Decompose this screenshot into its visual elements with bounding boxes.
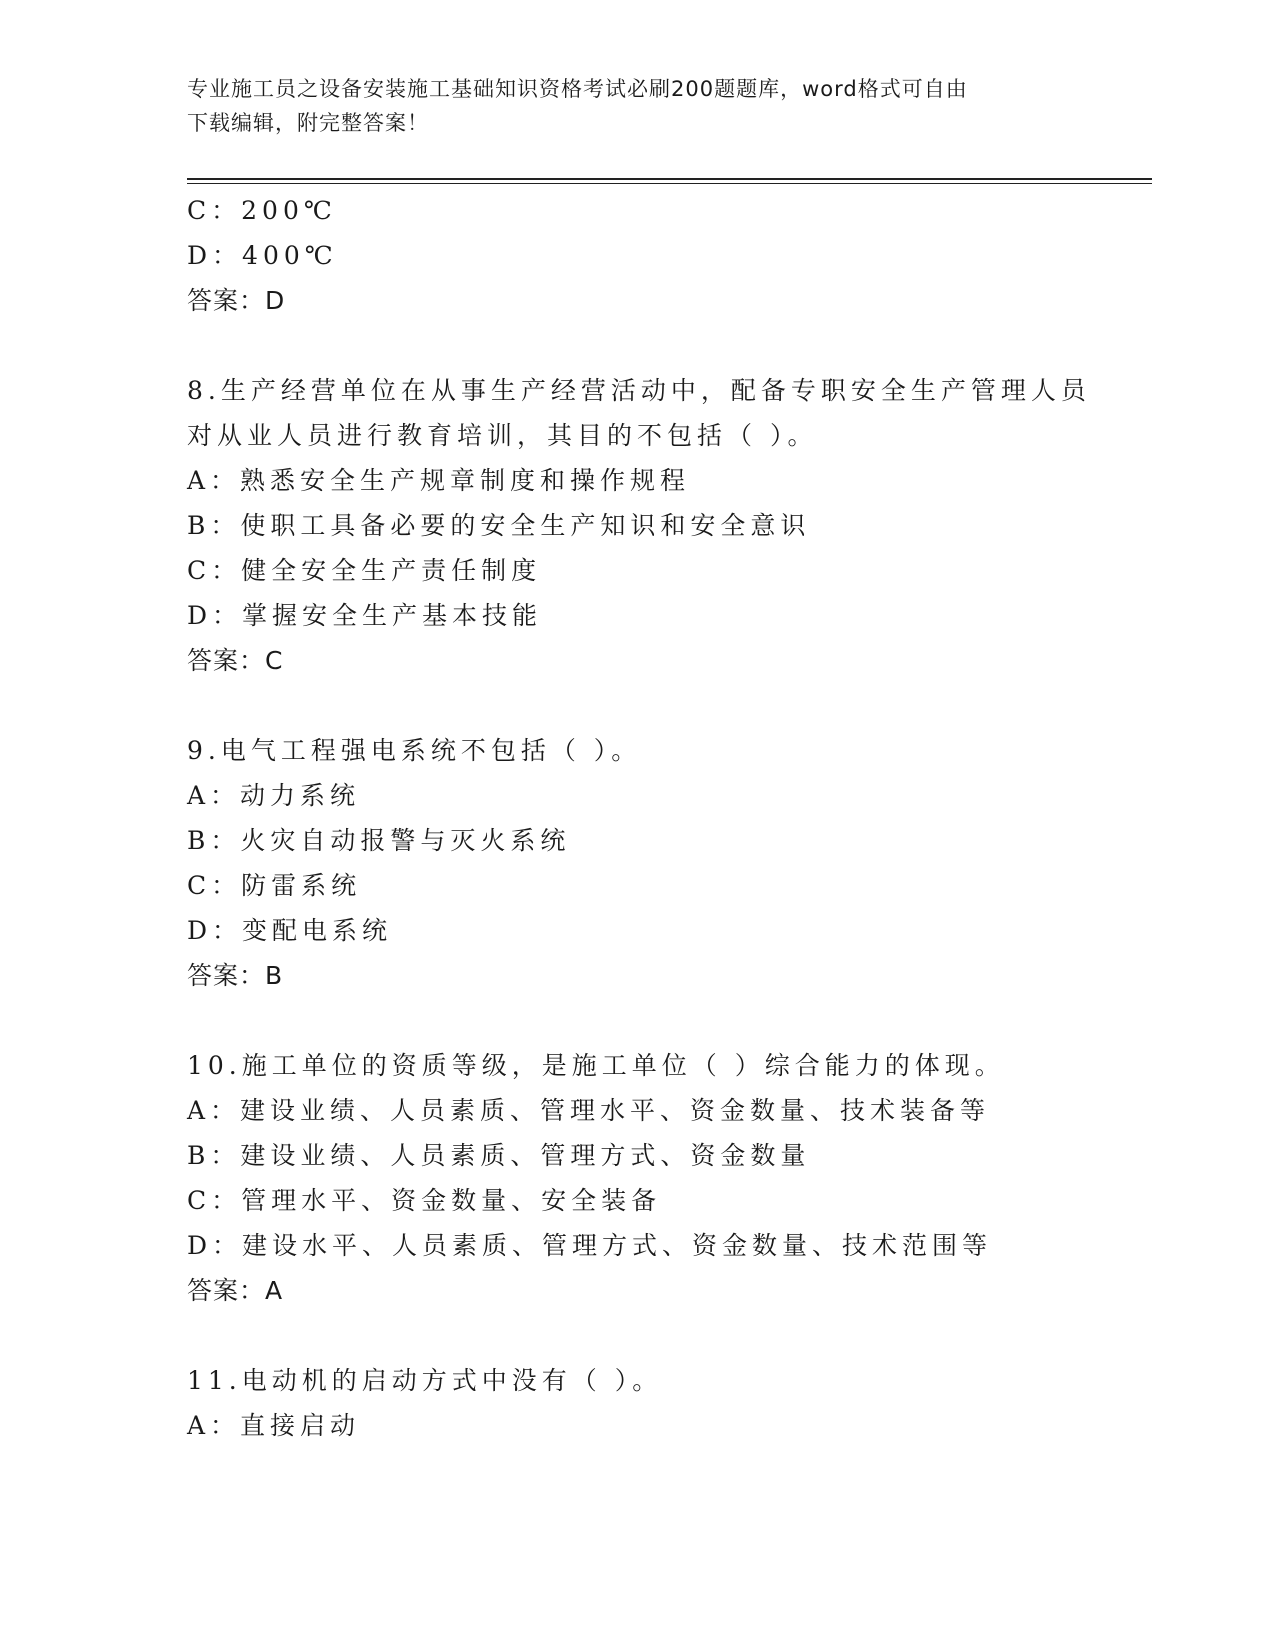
q9-stem: 9.电气工程强电系统不包括（ ）。 [187,736,642,765]
q8-stem-line-1: 8.生产经营单位在从事生产经营活动中，配备专职安全生产管理人员 [187,376,1091,405]
q10-option-a: A：建设业绩、人员素质、管理水平、资金数量、技术装备等 [187,1096,991,1125]
q11-stem: 11.电动机的启动方式中没有（ ）。 [187,1366,663,1395]
prev-option-d: D：400℃ [187,241,338,270]
q10-option-d: D：建设水平、人员素质、管理方式、资金数量、技术范围等 [187,1231,993,1260]
q9-option-c: C：防雷系统 [187,871,362,900]
prev-answer: 答案：D [187,286,286,315]
q8-option-d: D：掌握安全生产基本技能 [187,601,543,630]
q8-option-a: A：熟悉安全生产规章制度和操作规程 [187,466,691,495]
q9-option-a: A：动力系统 [187,781,361,810]
q8-option-b: B：使职工具备必要的安全生产知识和安全意识 [187,511,811,540]
header-divider-thick [187,178,1152,180]
prev-option-c: C：200℃ [187,196,337,225]
header-title-line-2: 下载编辑，附完整答案！ [187,111,429,135]
q10-stem: 10.施工单位的资质等级，是施工单位（ ）综合能力的体现。 [187,1051,1005,1080]
q10-answer: 答案：A [187,1276,284,1305]
q10-option-c: C：管理水平、资金数量、安全装备 [187,1186,662,1215]
q9-option-b: B：火灾自动报警与灭火系统 [187,826,571,855]
q10-option-b: B：建设业绩、人员素质、管理方式、资金数量 [187,1141,811,1170]
q9-option-d: D：变配电系统 [187,916,393,945]
header-divider-thin [187,183,1152,184]
header-title-line-1: 专业施工员之设备安装施工基础知识资格考试必刷200题题库，word格式可自由 [187,77,968,101]
q11-option-a: A：直接启动 [187,1411,361,1440]
q8-answer: 答案：C [187,646,284,675]
q8-option-c: C：健全安全生产责任制度 [187,556,542,585]
document-header [187,72,1087,140]
q9-answer: 答案：B [187,961,284,990]
q8-stem-line-2: 对从业人员进行教育培训，其目的不包括（ ）。 [187,421,818,450]
